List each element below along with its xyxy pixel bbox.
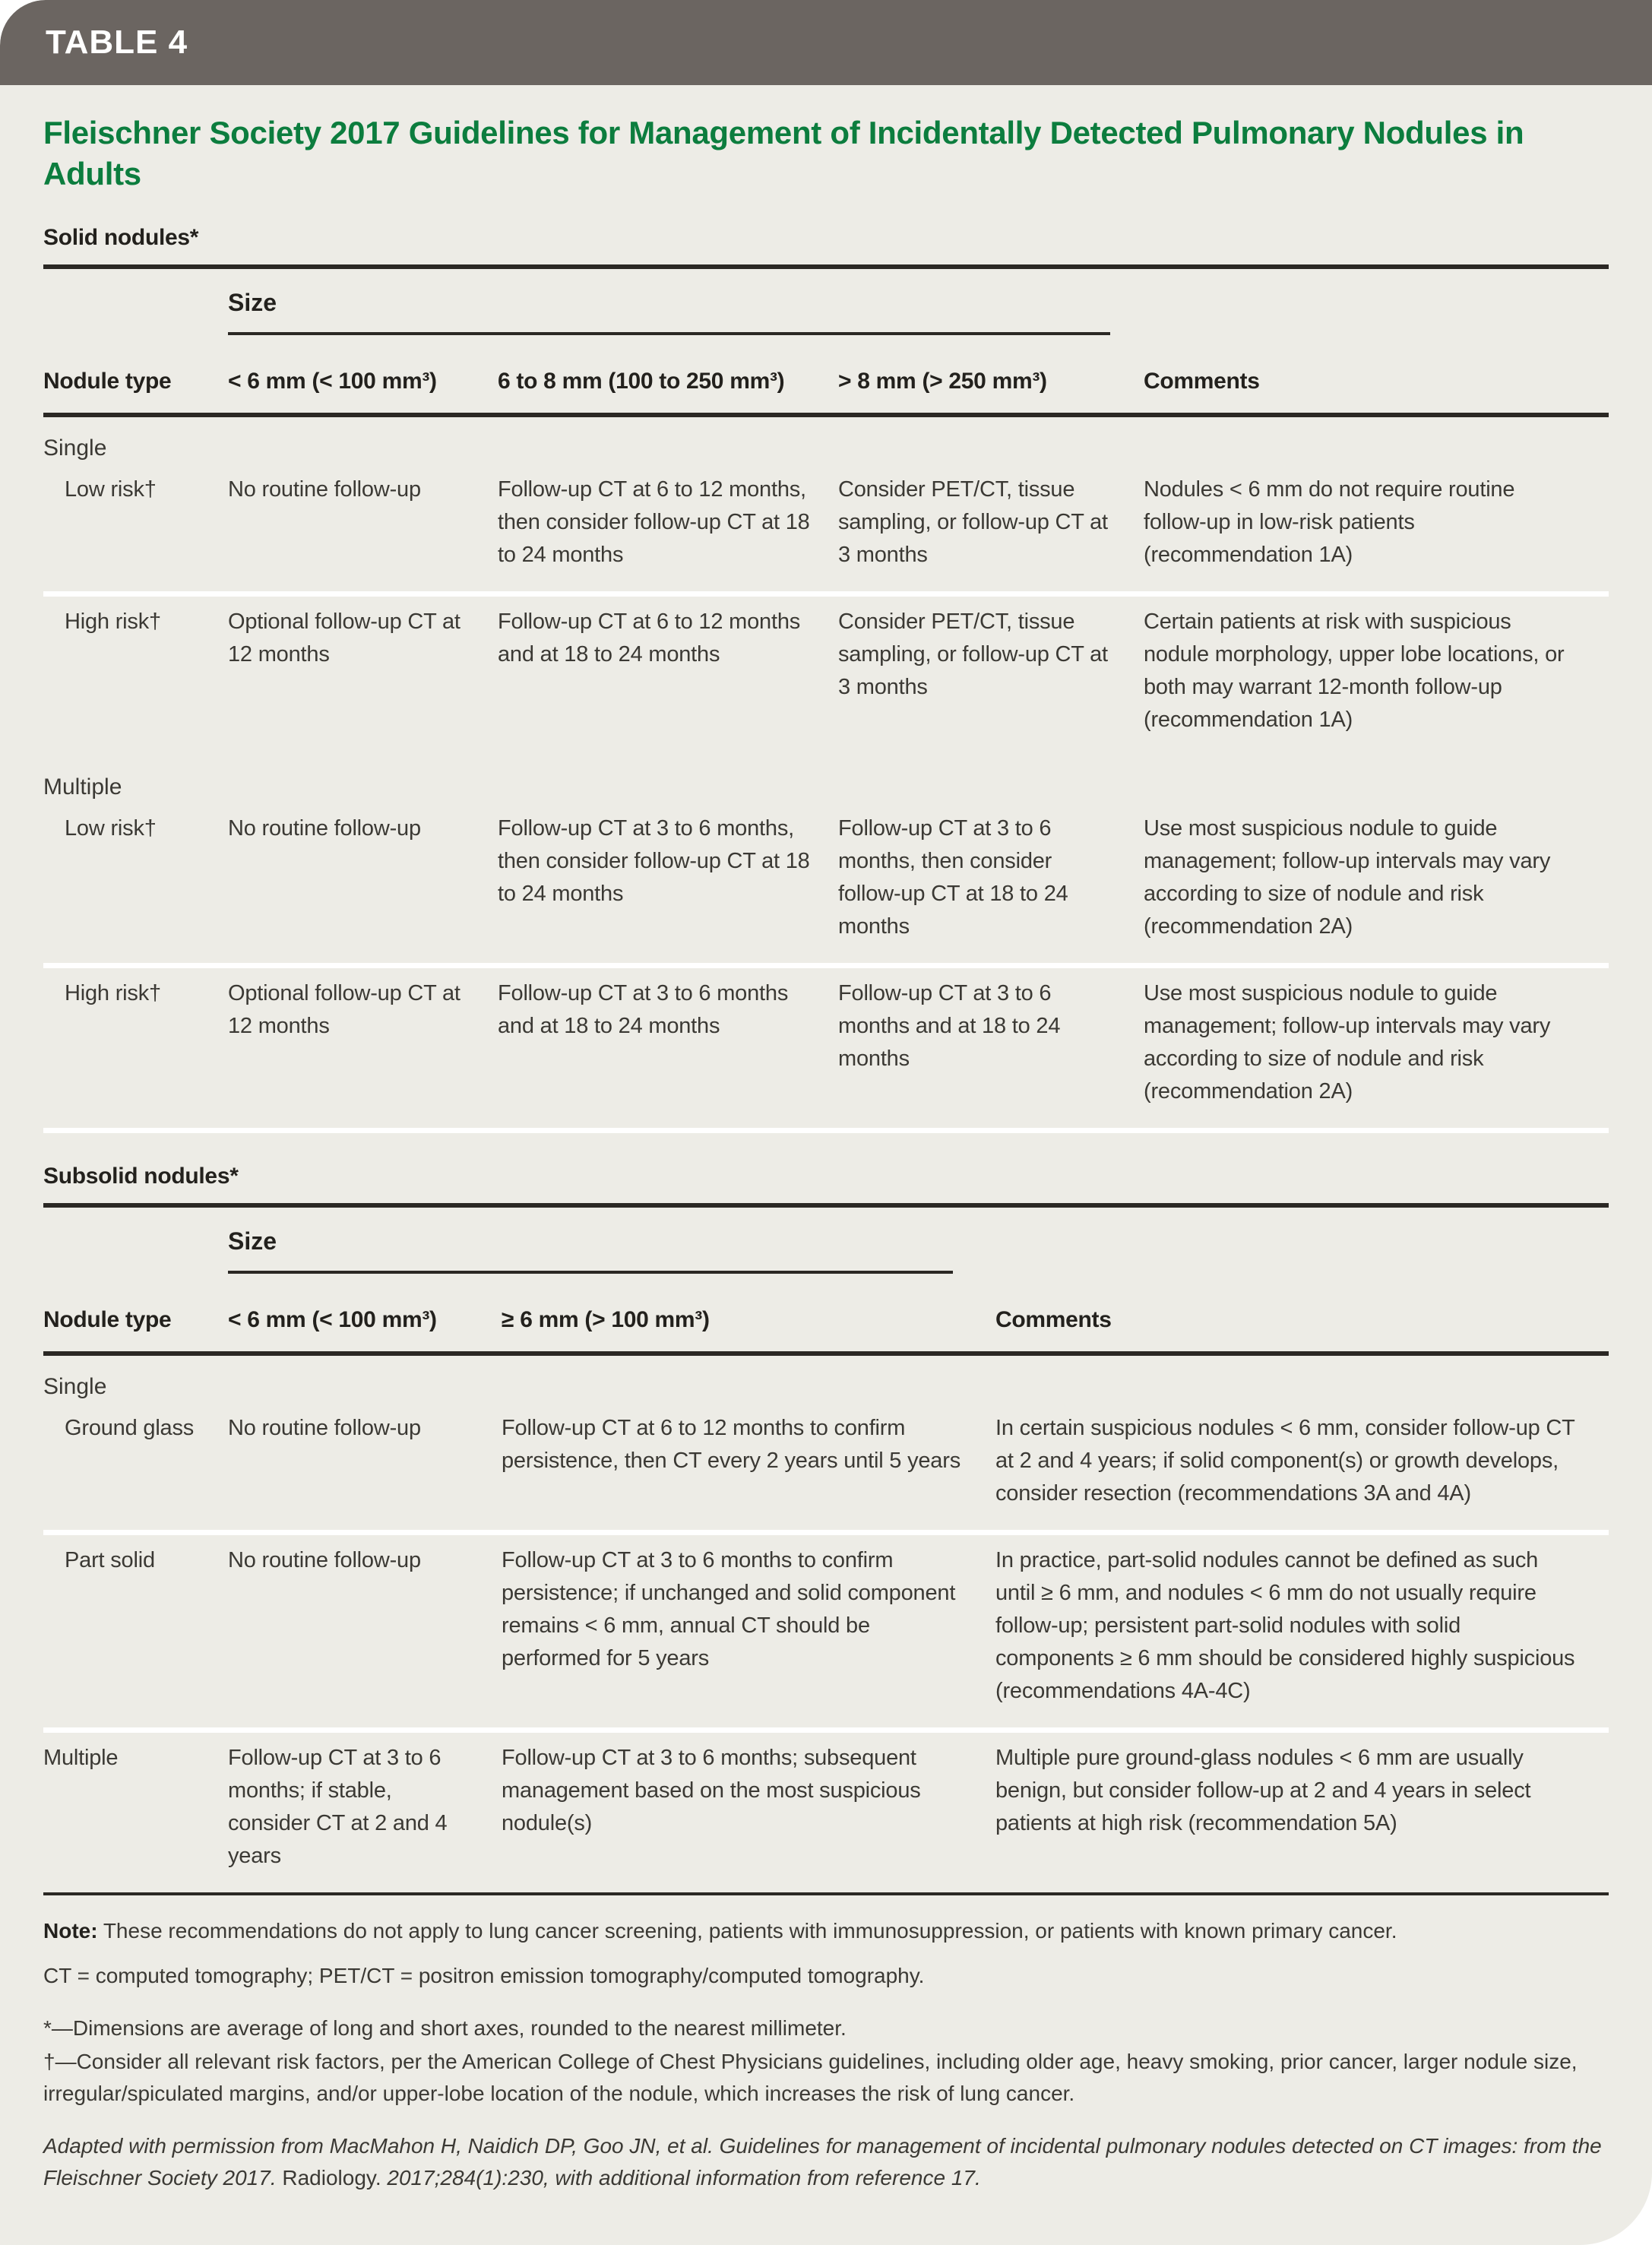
row-label: High risk† [65, 610, 161, 634]
note-line [43, 1915, 1609, 1947]
cell-6to8mm: Follow-up CT at 3 to 6 months, then consider follow-up CT at 18 to 24 months [498, 816, 810, 906]
cell-comments: In certain suspicious nodules < 6 mm, consider follow-up CT at 2 and 4 years; if solid component(s) or growth develops, consider resection (recommendations 3A and 4A) [995, 1416, 1575, 1506]
row-divider [43, 963, 1609, 968]
row-divider [43, 1530, 1609, 1535]
table-end-divider [43, 1128, 1609, 1133]
table-bottom-rule [43, 1892, 1609, 1895]
size-header: Size [228, 289, 277, 316]
cell-comments: Use most suspicious nodule to guide management; follow-up intervals may vary according to size of nodule and risk (recommendation 2A) [1144, 816, 1551, 939]
group-label-single: Single [43, 1374, 107, 1399]
group-label-multiple: Multiple [43, 774, 122, 800]
row-label: Low risk† [65, 816, 157, 841]
row-divider [43, 1727, 1609, 1733]
cell-gte6mm: Follow-up CT at 6 to 12 months to confirm persistence, then CT every 2 years until 5 years [502, 1416, 961, 1473]
row-label: Low risk† [65, 477, 157, 502]
abbreviation-line: CT = computed tomography; PET/CT = positron emission tomography/computed tomography. [43, 1964, 925, 1987]
cell-comments: Multiple pure ground-glass nodules < 6 mm are usually benign, but consider follow-up at 2 and 4 years in select patients at high risk (recommendation 5A) [995, 1746, 1531, 1835]
subsolid-section-heading: Subsolid nodules* [43, 1164, 239, 1189]
table-number-bar [0, 0, 1652, 85]
column-header-comments: Comments [1144, 369, 1260, 394]
size-header-group [228, 269, 1110, 335]
row-label-multiple: Multiple [43, 1746, 119, 1770]
size-header-group [228, 1208, 953, 1274]
row-label: High risk† [65, 981, 161, 1005]
column-header-gt8mm: > 8 mm (> 250 mm³) [838, 369, 1047, 394]
column-header-gte6mm: ≥ 6 mm (> 100 mm³) [502, 1307, 710, 1332]
cell-gt8mm: Consider PET/CT, tissue sampling, or follow-up CT at 3 months [838, 610, 1108, 699]
cell-comments: In practice, part-solid nodules cannot be defined as such until ≥ 6 mm, and nodules < 6 mm do not usually require follow-up; persistent part-solid nodules with solid components ≥ 6 mm should be considered highly suspicious (recommendations 4A-4C) [995, 1548, 1575, 1703]
size-spacer [43, 1208, 228, 1274]
row-label: Ground glass [65, 1416, 195, 1440]
cell-lt6mm: Optional follow-up CT at 12 months [228, 610, 460, 667]
cell-gt8mm: Consider PET/CT, tissue sampling, or follow-up CT at 3 months [838, 477, 1108, 567]
spacer [43, 2123, 1609, 2130]
column-header-nodule-type: Nodule type [43, 369, 172, 394]
cell-comments: Use most suspicious nodule to guide management; follow-up intervals may vary according to size of nodule and risk (recommendation 2A) [1144, 981, 1551, 1104]
column-header-lt6mm: < 6 mm (< 100 mm³) [228, 1307, 437, 1332]
solid-section-heading: Solid nodules* [43, 225, 199, 250]
table-title: Fleischner Society 2017 Guidelines for Management of Incidentally Detected Pulmonary Nodules in Adults [43, 115, 1524, 192]
size-spacer [995, 1208, 1609, 1274]
size-spacer [43, 269, 228, 335]
star-footnote: *—Dimensions are average of long and short axes, rounded to the nearest millimeter. [43, 2016, 847, 2040]
citation-journal: Radiology. [282, 2166, 381, 2190]
cell-6to8mm: Follow-up CT at 3 to 6 months and at 18 to 24 months [498, 981, 789, 1038]
note-text: These recommendations do not apply to lung cancer screening, patients with immunosuppression, or patients with known primary cancer. [97, 1919, 1397, 1943]
cell-lt6mm: No routine follow-up [228, 816, 421, 841]
size-header: Size [228, 1227, 277, 1255]
cell-gte6mm: Follow-up CT at 3 to 6 months; subsequent management based on the most suspicious nodule(s) [502, 1746, 921, 1835]
cell-gte6mm: Follow-up CT at 3 to 6 months to confirm persistence; if unchanged and solid component remains < 6 mm, annual CT should be performed for 5 years [502, 1548, 956, 1670]
cell-lt6mm: No routine follow-up [228, 477, 421, 502]
group-label-single: Single [43, 435, 107, 461]
cell-lt6mm: Optional follow-up CT at 12 months [228, 981, 460, 1038]
dagger-footnote: †—Consider all relevant risk factors, per the American College of Chest Physicians guidelines, including older age, heavy smoking, prior cancer, larger nodule size, irregular/spiculated margins, and/or upper-lobe location of the nodule, which increases the risk of lung cancer. [43, 2050, 1578, 2105]
size-spacer [1144, 269, 1609, 335]
note-label: Note: [43, 1919, 98, 1943]
cell-lt6mm: Follow-up CT at 3 to 6 months; if stable, consider CT at 2 and 4 years [228, 1746, 448, 1868]
spacer [43, 2005, 1609, 2012]
cell-gt8mm: Follow-up CT at 3 to 6 months, then consider follow-up CT at 18 to 24 months [838, 816, 1068, 939]
cell-gt8mm: Follow-up CT at 3 to 6 months and at 18 to 24 months [838, 981, 1061, 1071]
citation-part-2: 2017;284(1):230, with additional information from reference 17. [381, 2166, 981, 2190]
cell-6to8mm: Follow-up CT at 6 to 12 months, then consider follow-up CT at 18 to 24 months [498, 477, 810, 567]
row-divider [43, 591, 1609, 597]
solid-nodules-table [43, 264, 1609, 1133]
table-number-label: TABLE 4 [46, 24, 188, 61]
citation [43, 2130, 1609, 2194]
cell-comments: Certain patients at risk with suspicious nodule morphology, upper lobe locations, or both may warrant 12-month follow-up (recommendation 1A) [1144, 610, 1565, 732]
column-header-6to8mm: 6 to 8 mm (100 to 250 mm³) [498, 369, 785, 394]
cell-comments: Nodules < 6 mm do not require routine follow-up in low-risk patients (recommendation 1A) [1144, 477, 1515, 567]
column-header-nodule-type: Nodule type [43, 1307, 172, 1332]
citation-part-1: Adapted with permission from MacMahon H, Naidich DP, Goo JN, et al. Guidelines for management of incidental pulmonary nodules detected on CT images: from the Fleischner Society 2017. [43, 2134, 1602, 2190]
subsolid-nodules-table [43, 1203, 1609, 1895]
column-header-lt6mm: < 6 mm (< 100 mm³) [228, 369, 437, 394]
cell-6to8mm: Follow-up CT at 6 to 12 months and at 18 to 24 months [498, 610, 801, 667]
footnotes [0, 1895, 1652, 2194]
cell-lt6mm: No routine follow-up [228, 1416, 421, 1440]
column-header-comments: Comments [995, 1307, 1112, 1332]
row-label: Part solid [65, 1548, 155, 1572]
cell-lt6mm: No routine follow-up [228, 1548, 421, 1572]
